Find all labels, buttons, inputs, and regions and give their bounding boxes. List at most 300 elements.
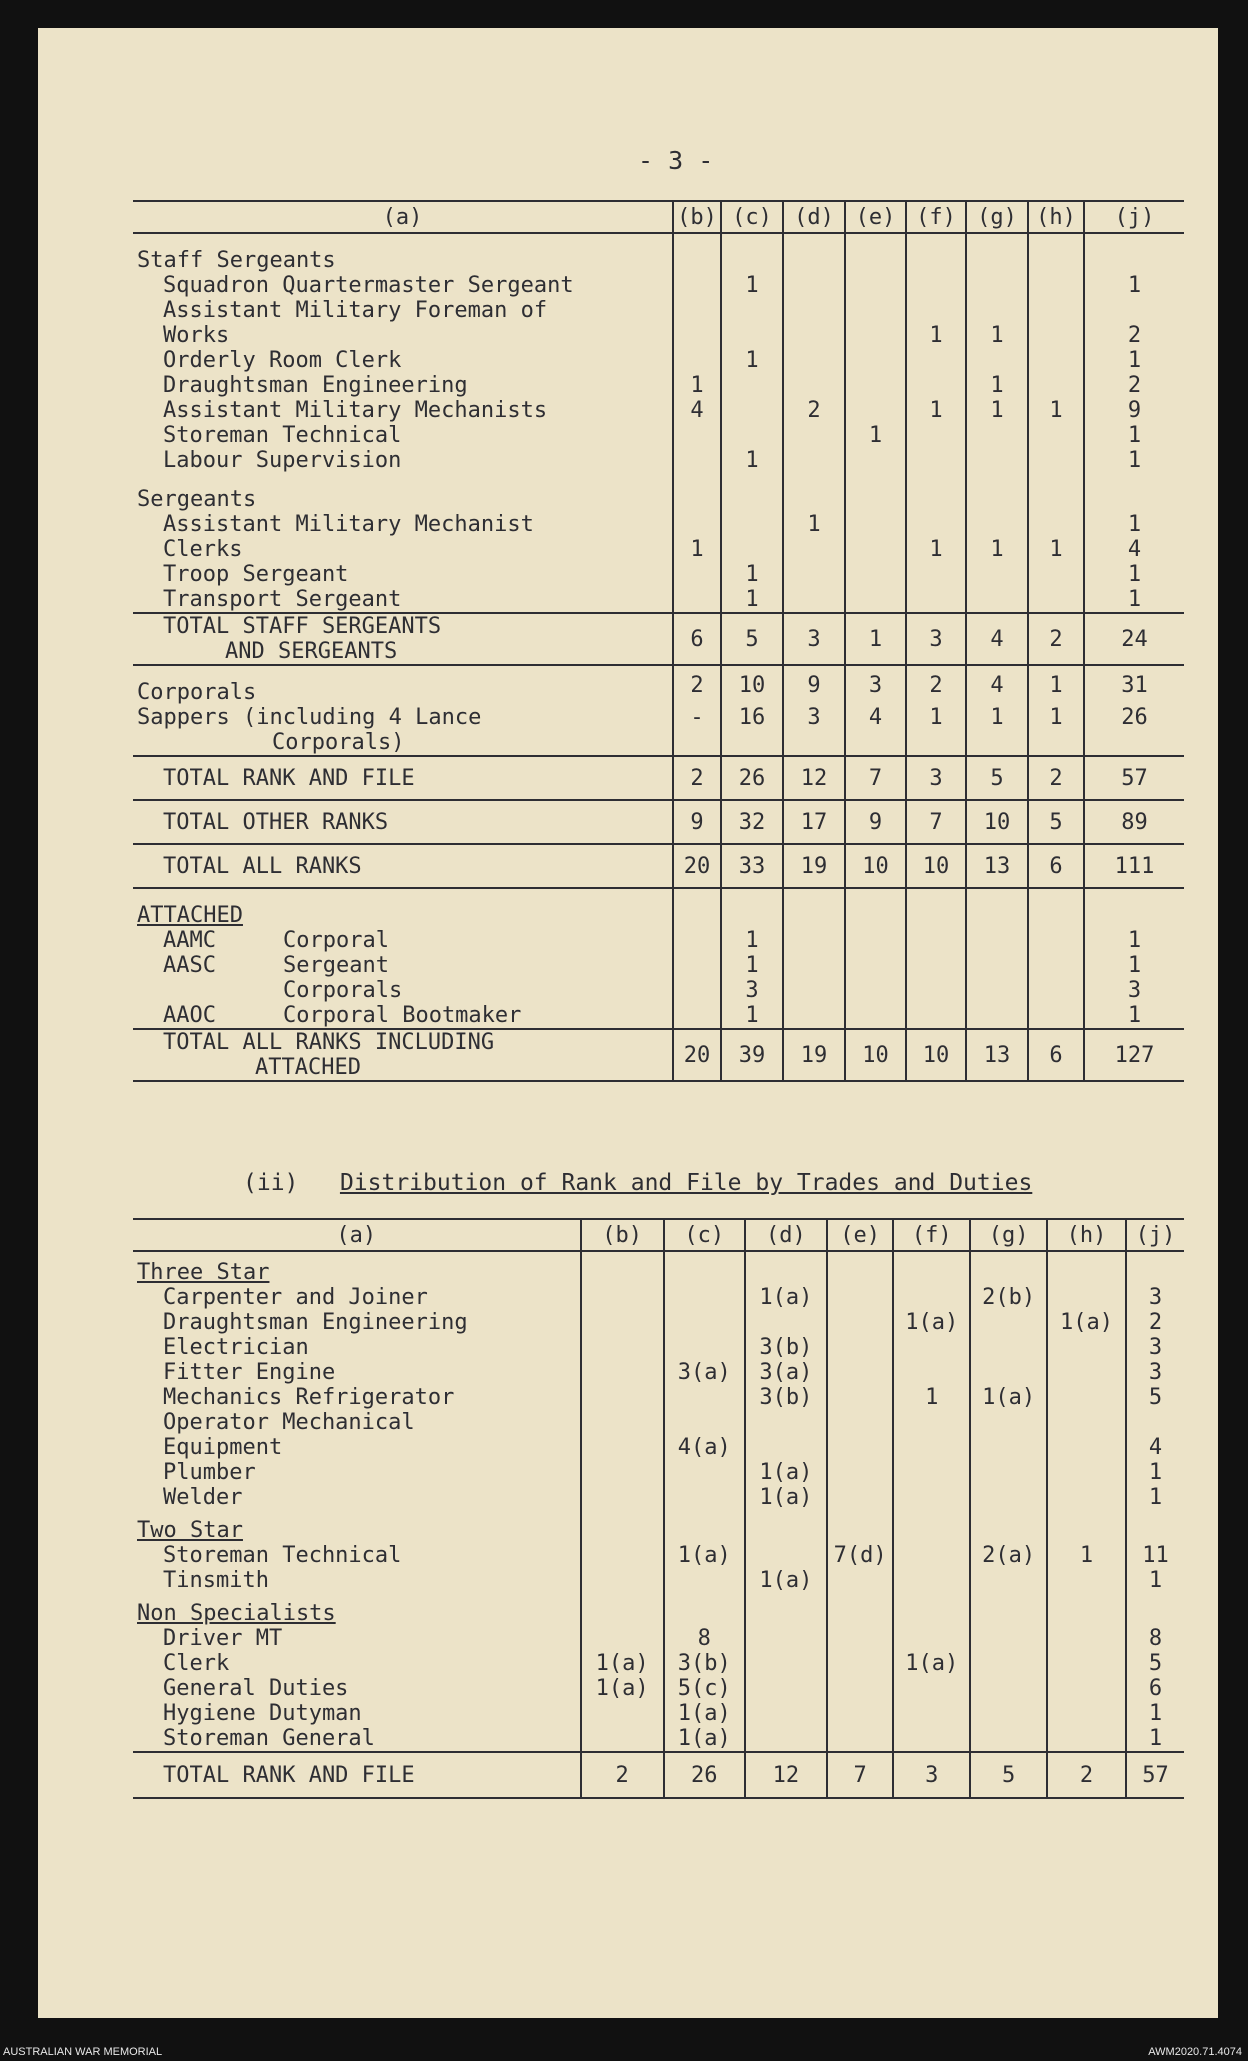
column-header: (c) [664, 1219, 745, 1251]
cell-value [845, 562, 906, 587]
cell-value [845, 323, 906, 348]
row-label-text: Plumber [163, 1460, 256, 1485]
cell-value: 5 [721, 613, 783, 665]
cell-value [827, 1251, 893, 1285]
column-header: (j) [1126, 1219, 1184, 1251]
table-row [133, 705, 1184, 756]
cell-value: 3 [893, 1752, 970, 1798]
table-caption [243, 1170, 1032, 1196]
cell-value: 20 [673, 1029, 721, 1081]
cell-value [1047, 1460, 1126, 1485]
cell-value: 2(b) [970, 1285, 1047, 1310]
cell-value [1028, 373, 1084, 398]
cell-value [970, 1568, 1047, 1593]
cell-value: 111 [1084, 844, 1184, 888]
row-label [133, 1360, 581, 1385]
column-header: (b) [673, 201, 721, 233]
table-row [133, 448, 1184, 473]
cell-value [970, 1676, 1047, 1701]
cell-value [673, 348, 721, 373]
cell-value [893, 1676, 970, 1701]
row-label [133, 953, 673, 978]
table-row [133, 1410, 1184, 1435]
section-heading: Sergeants [137, 487, 257, 512]
cell-value [906, 587, 966, 613]
cell-value [1084, 473, 1184, 512]
row-label [133, 665, 673, 705]
table-row [133, 1285, 1184, 1310]
cell-value [783, 953, 845, 978]
label-line: TOTAL STAFF SERGEANTS [163, 614, 442, 639]
label-line: AND SERGEANTS [225, 639, 398, 664]
cell-value: 3(b) [664, 1651, 745, 1676]
cell-value: 1 [1084, 587, 1184, 613]
cell-value [906, 888, 966, 928]
cell-value: 1(a) [664, 1726, 745, 1752]
table-row [133, 1335, 1184, 1360]
cell-value [673, 512, 721, 537]
cell-value: 1 [1084, 423, 1184, 448]
cell-value [845, 512, 906, 537]
cell-value [827, 1385, 893, 1410]
cell-value: 1 [1126, 1568, 1184, 1593]
cell-value: 11 [1126, 1543, 1184, 1568]
row-label-text: Labour Supervision [163, 448, 402, 473]
cell-value: 19 [783, 844, 845, 888]
cell-value [970, 1410, 1047, 1435]
cell-value [845, 473, 906, 512]
cell-value [664, 1485, 745, 1510]
row-label [133, 323, 673, 348]
cell-value [893, 1626, 970, 1651]
cell-value [581, 1485, 664, 1510]
cell-value [970, 1593, 1047, 1626]
row-label [133, 1410, 581, 1435]
cell-value [664, 1510, 745, 1543]
row-label [133, 448, 673, 473]
table-row [133, 1593, 1184, 1626]
cell-value [906, 373, 966, 398]
cell-value: 8 [1126, 1626, 1184, 1651]
row-label [133, 1435, 581, 1460]
cell-value: 13 [966, 1029, 1028, 1081]
row-label [133, 888, 673, 928]
row-label [133, 473, 673, 512]
cell-value: 3 [1084, 978, 1184, 1003]
cell-value [970, 1626, 1047, 1651]
cell-value [966, 348, 1028, 373]
cell-value: 3 [1126, 1335, 1184, 1360]
table-row [133, 1310, 1184, 1335]
cell-value [1028, 273, 1084, 298]
column-header: (e) [845, 201, 906, 233]
caption-text: Distribution of Rank and File by Trades and Duties [339, 1170, 1033, 1196]
cell-value [581, 1335, 664, 1360]
table-row [133, 844, 1184, 888]
cell-value: 1 [1084, 273, 1184, 298]
cell-value [1126, 1593, 1184, 1626]
cell-value: 3 [1126, 1285, 1184, 1310]
row-label-text: Transport Sergeant [163, 587, 402, 612]
cell-value [906, 348, 966, 373]
total-label: TOTAL ALL RANKS [163, 853, 362, 879]
cell-value: 17 [783, 800, 845, 844]
cell-value [783, 273, 845, 298]
cell-value [745, 1676, 827, 1701]
attached-label: Sergeant [283, 953, 389, 978]
cell-value: 1 [1028, 705, 1084, 756]
column-header: (g) [966, 201, 1028, 233]
column-header: (h) [1028, 201, 1084, 233]
table-row [133, 1029, 1184, 1081]
cell-value [966, 273, 1028, 298]
cell-value [906, 448, 966, 473]
table-row [133, 978, 1184, 1003]
cell-value [581, 1251, 664, 1285]
cell-value: 3 [906, 613, 966, 665]
cell-value [581, 1460, 664, 1485]
row-label-text [163, 978, 402, 1003]
cell-value [827, 1651, 893, 1676]
row-label [133, 398, 673, 423]
cell-value [721, 537, 783, 562]
cell-value [1084, 298, 1184, 323]
cell-value: 1(a) [581, 1676, 664, 1701]
label-line: ATTACHED [255, 1055, 361, 1080]
cell-value [906, 512, 966, 537]
cell-value [1084, 888, 1184, 928]
cell-value: 24 [1084, 613, 1184, 665]
cell-value [970, 1701, 1047, 1726]
cell-value [745, 1626, 827, 1651]
section-heading: Non Specialists [137, 1601, 336, 1626]
table-row [133, 348, 1184, 373]
cell-value [1047, 1726, 1126, 1752]
cell-value: 1 [906, 323, 966, 348]
cell-value [893, 1568, 970, 1593]
cell-value: 39 [721, 1029, 783, 1081]
cell-value: 1 [721, 928, 783, 953]
cell-value: 16 [721, 705, 783, 756]
cell-value [581, 1543, 664, 1568]
cell-value [906, 423, 966, 448]
cell-value [893, 1360, 970, 1385]
table-row [133, 665, 1184, 705]
cell-value [827, 1485, 893, 1510]
row-label-text: Draughtsman Engineering [163, 1310, 468, 1335]
row-label-text [163, 1030, 494, 1080]
cell-value: 1 [845, 613, 906, 665]
cell-value: 1(a) [664, 1543, 745, 1568]
cell-value: 4 [966, 613, 1028, 665]
cell-value [970, 1310, 1047, 1335]
row-label [133, 800, 673, 844]
row-label-text [163, 953, 389, 978]
table-row [133, 273, 1184, 298]
row-label-text: Clerks [163, 537, 243, 562]
cell-value [1047, 1385, 1126, 1410]
cell-value [745, 1726, 827, 1752]
cell-value: 1(a) [745, 1568, 827, 1593]
table-row [133, 323, 1184, 348]
cell-value [827, 1335, 893, 1360]
cell-value: 1(a) [745, 1460, 827, 1485]
cell-value: 9 [1084, 398, 1184, 423]
row-label [133, 512, 673, 537]
column-header: (g) [970, 1219, 1047, 1251]
table-row [133, 800, 1184, 844]
cell-value [893, 1410, 970, 1435]
cell-value [745, 1651, 827, 1676]
table-row [133, 1485, 1184, 1510]
row-label-text: Draughtsman Engineering [163, 373, 468, 398]
cell-value: 3 [906, 756, 966, 800]
cell-value: 1 [721, 273, 783, 298]
cell-value: 1 [1028, 665, 1084, 705]
cell-value [845, 587, 906, 613]
cell-value: 2 [906, 665, 966, 705]
cell-value [1126, 1410, 1184, 1435]
cell-value: 5(c) [664, 1676, 745, 1701]
cell-value [664, 1285, 745, 1310]
cell-value [893, 1460, 970, 1485]
cell-value [664, 1410, 745, 1435]
cell-value [673, 978, 721, 1003]
cell-value: 1 [845, 423, 906, 448]
attached-label: Corporal Bootmaker [283, 1003, 522, 1028]
row-label [133, 1651, 581, 1676]
table-row [133, 1543, 1184, 1568]
cell-value [827, 1726, 893, 1752]
cell-value [966, 423, 1028, 448]
cell-value [906, 233, 966, 273]
cell-value: 20 [673, 844, 721, 888]
cell-value [721, 398, 783, 423]
table-row [133, 613, 1184, 665]
cell-value: 1(a) [970, 1385, 1047, 1410]
cell-value [1047, 1568, 1126, 1593]
cell-value [1047, 1651, 1126, 1676]
cell-value [783, 448, 845, 473]
label-line: Sappers (including 4 Lance [137, 705, 482, 730]
cell-value [1047, 1251, 1126, 1285]
row-label [133, 1310, 581, 1335]
cell-value [845, 348, 906, 373]
cell-value: 1 [1084, 448, 1184, 473]
cell-value: 1 [721, 953, 783, 978]
cell-value [966, 587, 1028, 613]
cell-value: 1 [1084, 348, 1184, 373]
row-label-text: Fitter Engine [163, 1360, 336, 1385]
cell-value: 57 [1084, 756, 1184, 800]
cell-value [721, 373, 783, 398]
row-label-text [163, 1003, 521, 1028]
cell-value [966, 512, 1028, 537]
cell-value: 4 [845, 705, 906, 756]
cell-value: 1 [906, 537, 966, 562]
cell-value: 1 [1028, 537, 1084, 562]
cell-value [721, 512, 783, 537]
cell-value [1028, 423, 1084, 448]
cell-value [970, 1726, 1047, 1752]
cell-value [1028, 978, 1084, 1003]
row-label [133, 1335, 581, 1360]
row-label-text: Hygiene Dutyman [163, 1701, 362, 1726]
cell-value [1028, 348, 1084, 373]
cell-value [673, 587, 721, 613]
row-label [133, 273, 673, 298]
cell-value [893, 1593, 970, 1626]
column-header: (d) [783, 201, 845, 233]
corps-code: AASC [163, 953, 216, 978]
cell-value [721, 323, 783, 348]
cell-value [1047, 1410, 1126, 1435]
cell-value: 8 [664, 1626, 745, 1651]
cell-value [1028, 587, 1084, 613]
row-label [133, 233, 673, 273]
cell-value [1047, 1435, 1126, 1460]
cell-value [581, 1435, 664, 1460]
cell-value: 7(d) [827, 1543, 893, 1568]
cell-value [827, 1435, 893, 1460]
row-label-text: Assistant Military Mechanist [163, 512, 534, 537]
cell-value: 4 [966, 665, 1028, 705]
table-row [133, 1726, 1184, 1752]
cell-value: 4 [1084, 537, 1184, 562]
cell-value [783, 373, 845, 398]
cell-value [1047, 1676, 1126, 1701]
cell-value: 3 [783, 705, 845, 756]
table-row [133, 1460, 1184, 1485]
row-label [133, 1485, 581, 1510]
cell-value [664, 1385, 745, 1410]
row-label-text: Mechanics Refrigerator [163, 1385, 455, 1410]
cell-value [783, 587, 845, 613]
row-label-text: General Duties [163, 1676, 349, 1701]
row-label [133, 1626, 581, 1651]
table-row [133, 562, 1184, 587]
cell-value [966, 448, 1028, 473]
cell-value [664, 1335, 745, 1360]
column-header: (d) [745, 1219, 827, 1251]
cell-value [581, 1701, 664, 1726]
cell-value [906, 978, 966, 1003]
column-header: (j) [1084, 201, 1184, 233]
cell-value [893, 1285, 970, 1310]
row-label [133, 423, 673, 448]
cell-value: 1 [783, 512, 845, 537]
cell-value [581, 1510, 664, 1543]
section-heading: Staff Sergeants [137, 248, 336, 273]
cell-value [1084, 233, 1184, 273]
cell-value [827, 1593, 893, 1626]
cell-value [893, 1335, 970, 1360]
cell-value [966, 473, 1028, 512]
table-row [133, 1752, 1184, 1798]
cell-value [893, 1251, 970, 1285]
table-row [133, 1360, 1184, 1385]
cell-value [845, 448, 906, 473]
cell-value [783, 423, 845, 448]
cell-value: 26 [664, 1752, 745, 1798]
table-row [133, 1385, 1184, 1410]
row-label-text: Welder [163, 1485, 243, 1510]
row-label [133, 1701, 581, 1726]
cell-value [966, 978, 1028, 1003]
cell-value [893, 1435, 970, 1460]
cell-value: 6 [1126, 1676, 1184, 1701]
cell-value [845, 537, 906, 562]
table-row [133, 398, 1184, 423]
cell-value: 6 [1028, 1029, 1084, 1081]
cell-value: 1(a) [893, 1651, 970, 1676]
row-label [133, 1593, 581, 1626]
cell-value: 5 [966, 756, 1028, 800]
cell-value [1028, 888, 1084, 928]
cell-value [673, 423, 721, 448]
cell-value [845, 888, 906, 928]
cell-value: 2 [581, 1752, 664, 1798]
cell-value [827, 1510, 893, 1543]
cell-value: 89 [1084, 800, 1184, 844]
table-row [133, 298, 1184, 323]
table-row [133, 1251, 1184, 1285]
cell-value: 2 [1084, 373, 1184, 398]
row-label [133, 373, 673, 398]
cell-value [1028, 448, 1084, 473]
cell-value [673, 1003, 721, 1029]
cell-value: 1 [966, 398, 1028, 423]
cell-value: 6 [673, 613, 721, 665]
row-label-text: Storeman General [163, 1726, 375, 1751]
cell-value [745, 1593, 827, 1626]
cell-value [906, 928, 966, 953]
row-label [133, 1726, 581, 1752]
cell-value [966, 953, 1028, 978]
cell-value [1028, 323, 1084, 348]
cell-value [673, 953, 721, 978]
cell-value [970, 1651, 1047, 1676]
cell-value: 3 [783, 613, 845, 665]
cell-value [966, 1003, 1028, 1029]
cell-value: 1 [1084, 953, 1184, 978]
row-label [133, 705, 673, 756]
cell-value [1028, 298, 1084, 323]
cell-value: 1 [1028, 398, 1084, 423]
cell-value: 2 [1028, 756, 1084, 800]
cell-value [581, 1626, 664, 1651]
column-header: (a) [133, 1219, 581, 1251]
row-label-text: Driver MT [163, 1626, 283, 1651]
row-label [133, 844, 673, 888]
table-row [133, 1676, 1184, 1701]
cell-value: 7 [845, 756, 906, 800]
cell-value: 1 [721, 562, 783, 587]
footer-right: AWM2020.71.4074 [1148, 2046, 1242, 2058]
cell-value [783, 323, 845, 348]
row-label-text: Carpenter and Joiner [163, 1285, 428, 1310]
cell-value [721, 298, 783, 323]
cell-value: 1 [966, 373, 1028, 398]
cell-value: 1 [1126, 1485, 1184, 1510]
footer-left: AUSTRALIAN WAR MEMORIAL [3, 2046, 163, 2058]
trades-table [133, 1218, 1184, 1799]
cell-value: 1 [1126, 1460, 1184, 1485]
cell-value: 26 [1084, 705, 1184, 756]
cell-value [1047, 1335, 1126, 1360]
cell-value [906, 273, 966, 298]
row-label [133, 1568, 581, 1593]
